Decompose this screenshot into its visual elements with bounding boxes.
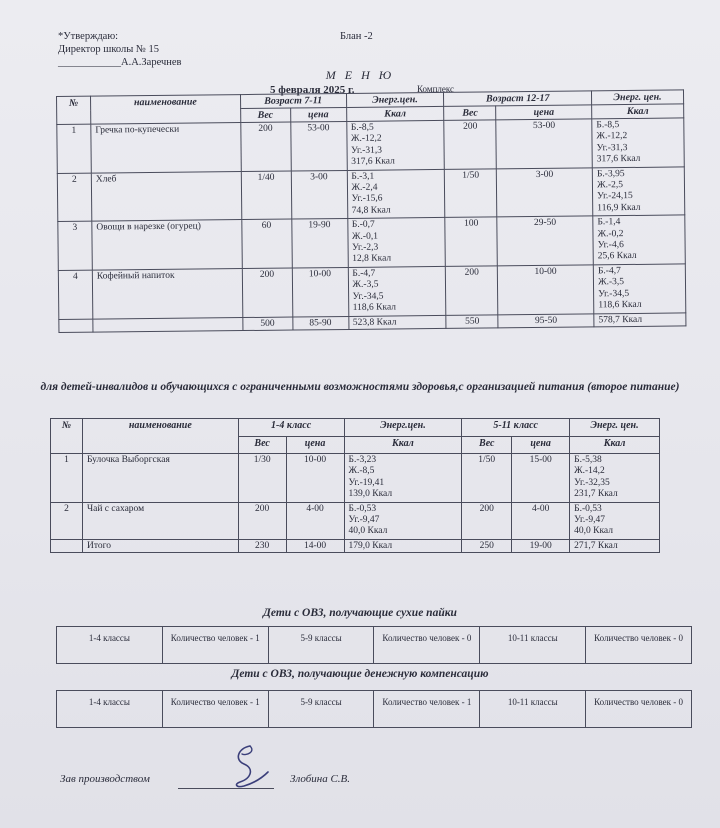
col-age1-header: Возраст 7-11 [240, 93, 346, 108]
approval-label: *Утверждаю: [58, 31, 119, 42]
nutrition-line: Б.-5,38 [574, 455, 602, 465]
table-total-row [51, 539, 660, 552]
total-weight1: 230 [238, 539, 286, 552]
col-name-header: наименование [90, 95, 240, 125]
dry-rations-cell: Количество человек - 0 [594, 633, 684, 643]
nutrition-line: Ж.-14,2 [574, 466, 605, 477]
col-energy1-header: Энерг.цен. [344, 419, 462, 437]
col-grade2-header: 5-11 класс [462, 419, 570, 437]
total-price1: 85-90 [292, 316, 348, 330]
nutrition-line: Уг.-4,6 [597, 240, 624, 251]
total-weight2: 250 [462, 539, 512, 552]
dish-weight-1: 200 [240, 122, 290, 171]
dish-price-1: 10-00 [286, 454, 344, 503]
dish-weight-1: 200 [238, 502, 286, 539]
col-num-header: № [57, 96, 91, 124]
col-price1-header: цена [286, 436, 344, 454]
table-row [57, 167, 684, 222]
col-price2-header: цена [496, 105, 592, 120]
second-meal-table [50, 418, 660, 553]
nutrition-line: Уг.-34,5 [352, 291, 384, 302]
dish-weight-2: 200 [444, 120, 496, 169]
dish-nutrition-1 [344, 454, 462, 503]
total-energy1: 179,0 Ккал [344, 539, 462, 552]
nutrition-line: Б.-4,7 [352, 268, 376, 279]
nutrition-line: Уг.-24,15 [597, 191, 633, 202]
nutrition-line: 139,0 Ккал [348, 489, 393, 500]
dish-price-1: 4-00 [286, 502, 344, 539]
compensation-cell: Количество человек - 0 [594, 697, 684, 707]
dish-weight-2: 1/50 [462, 454, 512, 503]
director-label: Директор школы № 15 [58, 44, 160, 55]
dish-name: Чай с сахаром [82, 502, 238, 539]
dish-name: Овощи в нарезке (огурец) [92, 220, 242, 270]
col-kcal1-header: Ккал [344, 436, 462, 454]
nutrition-line: Ж.-0,2 [597, 228, 624, 239]
nutrition-line: Б.-0,53 [348, 503, 377, 514]
dry-rations-cell: 10-11 классы [480, 627, 586, 663]
compensation-cell: 10-11 классы [480, 691, 586, 727]
col-weight1-header: Вес [238, 436, 286, 454]
total-energy2: 578,7 Ккал [594, 312, 686, 326]
nutrition-line: 40,0 Ккал [348, 526, 388, 537]
col-price1-header: цена [290, 107, 346, 122]
compensation-caption: Дети с ОВЗ, получающие денежную компенсацию [231, 668, 489, 680]
col-energy2-header: Энерг. цен. [592, 90, 684, 105]
nutrition-line: Уг.-31,3 [596, 142, 628, 154]
nutrition-line: Б.-3,95 [596, 168, 625, 179]
dry-rations-cell: Количество человек - 1 [163, 627, 269, 663]
signature-role: Зав производством [60, 773, 150, 785]
col-age2-header: Возраст 12-17 [444, 91, 592, 107]
dish-nutrition-1 [348, 266, 446, 316]
dish-price-2: 29-50 [497, 216, 593, 266]
dish-weight-2: 1/50 [445, 169, 497, 218]
dish-price-1: 3-00 [291, 170, 347, 219]
col-name-header: наименование [82, 419, 238, 454]
nutrition-line: 116,9 Ккал [597, 202, 641, 214]
nutrition-line: 317,6 Ккал [596, 154, 641, 165]
total-energy2: 271,7 Ккал [570, 539, 660, 552]
complex-label: Комплекс [417, 84, 455, 94]
table-row [51, 454, 660, 503]
dish-nutrition-1 [347, 169, 445, 219]
dish-price-1: 19-90 [291, 219, 347, 268]
nutrition-line: Б.-4,7 [597, 265, 621, 277]
table-row [57, 118, 684, 173]
nutrition-line: Уг.-9,47 [574, 515, 605, 526]
nutrition-line: 317,6 Ккал [351, 156, 395, 168]
dish-nutrition-1 [346, 120, 444, 170]
total-price1: 14-00 [286, 539, 344, 552]
compensation-cell: 1-4 классы [57, 691, 163, 727]
nutrition-line: Уг.-31,3 [351, 145, 383, 156]
col-weight1-header: Вес [240, 108, 290, 123]
nutrition-line: Уг.-2,3 [352, 242, 379, 253]
nutrition-line: Б.-0,7 [351, 219, 375, 231]
dish-price-2: 15-00 [512, 454, 570, 503]
nutrition-line: Уг.-34,5 [598, 288, 630, 300]
dish-weight-2: 200 [446, 266, 498, 315]
dish-price-2: 3-00 [497, 168, 593, 218]
nutrition-line: Б.-0,53 [574, 503, 602, 514]
nutrition-line: Б.-8,5 [350, 122, 374, 133]
nutrition-line: Б.-3,23 [348, 455, 377, 465]
total-weight2: 550 [446, 314, 498, 328]
table-row [58, 264, 685, 319]
dish-weight-1: 200 [242, 268, 292, 317]
total-energy1: 523,8 Ккал [348, 315, 446, 329]
row-number: 1 [57, 124, 91, 173]
dish-name: Кофейный напиток [92, 268, 242, 318]
document-title: М Е Н Ю [325, 68, 395, 82]
row-number: 2 [51, 502, 83, 539]
second-meal-caption: для детей-инвалидов и обучающихся с ограниченными возможностями здоровья,с организацией питания (второе питание) [40, 381, 680, 393]
total-price2: 95-50 [498, 313, 594, 327]
approver-signature-line: ____________А.А.Заречнев [58, 57, 182, 68]
dish-nutrition-2 [593, 215, 685, 265]
col-energy2-header: Энерг. цен. [570, 419, 660, 437]
dry-rations-caption: Дети с ОВЗ, получающие сухие пайки [263, 607, 457, 619]
dry-rations-cell: 1-4 классы [57, 627, 163, 663]
dish-weight-1: 1/30 [238, 454, 286, 503]
nutrition-line: Уг.-19,41 [348, 477, 385, 488]
row-number: 2 [57, 173, 91, 222]
row-number: 1 [51, 454, 83, 503]
signature-name: Злобина С.В. [290, 773, 351, 785]
col-weight2-header: Вес [444, 106, 496, 121]
col-kcal1-header: Ккал [346, 106, 444, 121]
col-kcal2-header: Ккал [570, 436, 660, 454]
nutrition-line: Ж.-2,4 [351, 182, 378, 193]
handwritten-signature [228, 742, 274, 790]
col-kcal2-header: Ккал [592, 104, 684, 119]
col-weight2-header: Вес [462, 436, 512, 454]
total-price2: 19-00 [512, 539, 570, 552]
col-num-header: № [51, 419, 83, 454]
main-menu-table [56, 89, 686, 332]
col-price2-header: цена [512, 436, 570, 454]
dish-nutrition-2 [570, 502, 660, 539]
dish-price-2: 10-00 [498, 265, 594, 315]
compensation-cell: 5-9 классы [269, 691, 375, 727]
nutrition-line: 40,0 Ккал [574, 526, 613, 537]
nutrition-line: 25,6 Ккал [597, 251, 637, 262]
col-grade1-header: 1-4 класс [238, 419, 344, 437]
dish-weight-1: 1/40 [241, 171, 291, 220]
menu-date: 5 февраля 2025 г. [270, 84, 355, 96]
dish-name: Булочка Выборгская [82, 454, 238, 503]
dish-price-1: 10-00 [292, 267, 348, 316]
nutrition-line: Ж.-3,5 [352, 279, 379, 291]
dish-nutrition-2 [570, 454, 660, 503]
dish-price-2: 53-00 [496, 119, 592, 169]
nutrition-line: 231,7 Ккал [574, 489, 618, 500]
dry-rations-cell: 5-9 классы [269, 627, 375, 663]
row-number: 4 [58, 270, 92, 319]
nutrition-line: 118,6 Ккал [352, 302, 397, 313]
nutrition-line: Б.-8,5 [596, 120, 620, 131]
nutrition-line: Ж.-3,5 [598, 277, 625, 288]
nutrition-line: Ж.-2,5 [596, 180, 624, 191]
form-number: Блан -2 [340, 31, 373, 42]
nutrition-line: 12,8 Ккал [352, 253, 392, 265]
dish-weight-2: 200 [462, 502, 512, 539]
nutrition-line: Уг.-9,47 [348, 515, 380, 526]
dish-nutrition-2 [592, 167, 684, 217]
compensation-cell: Количество человек - 1 [374, 691, 480, 727]
dry-rations-cell: Количество человек - 0 [374, 627, 480, 663]
nutrition-line: 118,6 Ккал [598, 299, 642, 311]
dish-nutrition-1 [344, 502, 462, 539]
compensation-cell: Количество человек - 1 [163, 691, 269, 727]
dish-nutrition-2 [593, 264, 685, 314]
nutrition-line: Б.-1,4 [597, 217, 621, 228]
dish-weight-2: 100 [445, 217, 497, 266]
dish-nutrition-1 [347, 218, 445, 268]
col-energy1-header: Энерг.цен. [346, 92, 444, 107]
nutrition-line: Уг.-15,6 [351, 194, 383, 205]
total-label: Итого [82, 539, 238, 552]
nutrition-line: Ж.-12,2 [350, 133, 382, 145]
nutrition-line: Б.-3,1 [351, 171, 375, 182]
nutrition-line: Уг.-32,35 [574, 477, 610, 488]
dry-rations-table [56, 626, 692, 664]
total-weight1: 500 [243, 317, 293, 331]
nutrition-line: 74,8 Ккал [351, 205, 391, 216]
row-number: 3 [58, 221, 92, 270]
nutrition-line: Ж.-12,2 [596, 131, 628, 142]
dish-price-1: 53-00 [290, 121, 346, 170]
nutrition-line: Ж.-8,5 [348, 466, 375, 477]
dish-name: Хлеб [91, 171, 241, 221]
dish-weight-1: 60 [241, 219, 291, 268]
nutrition-line: Ж.-0,1 [351, 231, 378, 242]
dish-nutrition-2 [592, 118, 684, 168]
dish-name: Гречка по-купечески [91, 123, 241, 173]
table-header-row [51, 419, 660, 437]
table-row [51, 502, 660, 539]
dish-price-2: 4-00 [512, 502, 570, 539]
compensation-table [56, 690, 692, 728]
table-row [58, 215, 685, 270]
